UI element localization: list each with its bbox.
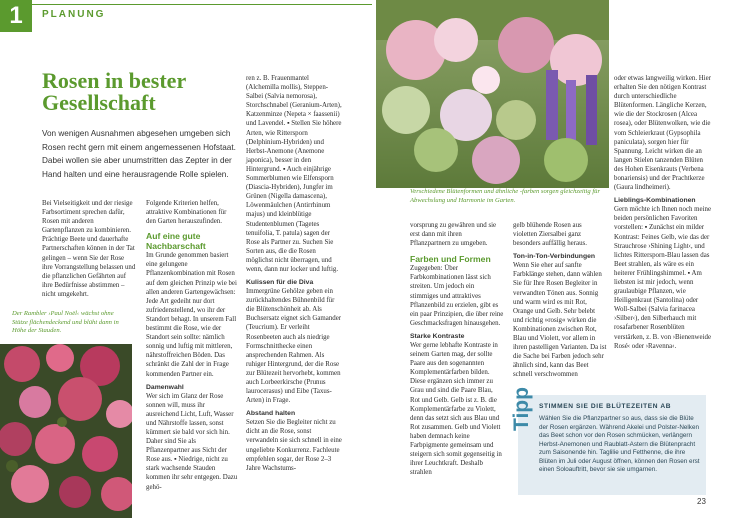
page-number: 23	[697, 497, 706, 506]
col3-text-1: ren z. B. Frauenmantel (Alchemilla mollis), Steppen-Salbei (Salvia nemorosa), Storchschnabel (Geranium-Arten), Katzenminze (Nepeta × faassenii) und Lavendel. ▪ Stellen Sie höhere Arten, wie Rittersporn (Delphinium-Hybriden) und Herbst-Anemone (Anemone japonica), besser in den Hintergrund. ▪ Auch einjährige Sommerblumen wie Elfensporn (Diascia-Hybriden), Jungfer im Grünen (Nigella damascena), Löwenmäulchen (Antirrhinum majus) und kleinblütige Studentenblumen (Tagetes tenuifolia, T. patula) sagen der Rose als Partner zu. Suchen Sie Sorten aus, die die Rosen möglichst nicht überragen, und wenn, dann nur locker und luftig.	[246, 75, 342, 273]
col5-text-1: gelb blühende Rosen aus violetten Ziersalbei ganz besonders auffällig heraus.	[513, 222, 587, 248]
tip-heading: STIMMEN SIE DIE BLÜTEZEITEN AB	[539, 403, 672, 410]
lead-paragraph: Von wenigen Ausnahmen abgesehen umgeben sich Rosen recht gern mit einem angemessenen Hofstaat. Dabei wollen sie aber unumstritten das Zepter in der Hand halten und eine herausragende Rolle spielen.	[42, 129, 236, 179]
body-column-5	[513, 221, 607, 380]
tip-text: Wählen Sie die Pflanzpartner so aus, dass sie die Blüte der Rosen ergänzen. Während Akelei und Polster-Nelken das Beet schon vor den Rosen schmücken, verlängern Herbst-Anemonen und Raublatt-Astern die Blütenpracht zum Saisonende hin. Taglilie und Fetthenne, die ihre Blüten im Juli oder August öffnen, können den Rosen erst einen Soloauftritt, bevor sie sie umgarnen.	[539, 415, 700, 473]
heading-lieblings-kombinationen: Lieblings-Kombinationen	[614, 197, 696, 205]
heading-farben-formen: Farben und Formen	[410, 254, 491, 265]
col4-text-1: vorsprung zu gewähren und sie erst dann mit ihren Pflanzpartnern zu umgeben.	[410, 222, 497, 248]
col6-text-2: Gern möchte ich Ihnen noch meine beiden persönlichen Favoriten vorstellen: ▪ Zunächst ein milder Kontrast: Feines Gelb, wie das der Strauchrose ›Shining Light‹, und lichtes Rittersporn-Blau lassen das Beet strahlen, als wäre es ein heiterer Frühlingshimmel. ▪ Am liebsten ist mir jedoch, wenn graulaubige Pflanzen, wie Heiligenkraut (Santolina) oder Woll-Salbei (Salvia farinacea ›Silber‹), den Silberhauch mit rosafarbener Rosenblüten verstärken, z. B. von ›Bienenweide Rosé‹ oder ›Ravenna‹.	[614, 206, 712, 350]
garden-photo-right	[376, 0, 609, 188]
chapter-number-badge: 1	[0, 0, 32, 32]
heading-starke-kontraste: Starke Kontraste	[410, 332, 465, 340]
heading-nachbarschaft: Auf eine gute Nachbarschaft	[146, 231, 206, 252]
col3-text-3: Setzen Sie die Begleiter nicht zu dicht an die Rose, sonst verwandeln sie sich schnell in eine ungeliebte Konkurrenz. Fachleute empfehlen sogar, der Rose 2–3 Jahre Wachstums-	[246, 419, 342, 472]
heading-abstand: Abstand halten	[246, 410, 296, 418]
body-column-2	[146, 199, 238, 492]
caption-right: Verschiedene Blütenformen und ähnliche -farben sorgen gleichzeitig für Abwechslung und Harmonie im Garten.	[410, 188, 601, 204]
col3-text-2: Immergrüne Gehölze geben ein zurückhaltendes Bühnenbild für die Blütenschönheit ab. Als Buchsersatz eignet sich Gamander (Teucrium). Er verleiht Rosenbeeten auch als niedrige Formschnitthecke einen ansprechenden Rahmen. Als ruhiger Hintergrund, der die Rose zur Blütezeit hervorhebt, kommen auch Lorbeerkirsche (Prunus laurocerasus) und Eibe (Taxus-Arten) in Frage.	[246, 288, 342, 405]
heading-ton-in-ton: Ton-in-Ton-Verbindungen	[513, 253, 596, 261]
rose-photo-left	[0, 344, 132, 518]
heading-damenwahl: Damenwahl	[146, 383, 184, 391]
col2-intro: Folgende Kriterien helfen, attraktive Kombinationen für den Garten herauszufinden.	[146, 200, 227, 226]
col4-text-3: Wer gerne lebhafte Kontraste in seinem Garten mag, der sollte Paare aus den sogenannten Komplementärfarben bilden. Diese ergänzen sich immer zu Grau und sind die Paare Blau, Rot und Gelb. Gelb ist z. B. die Komplementärfarbe zu Violett, denn das setzt sich aus Blau und Rot zusammen. Gelb und Violett haben demnach keine Farbpigmente gemeinsam und steigern sich somit gegenseitig in ihrer Leuchtkraft. Deshalb strahlen	[410, 341, 502, 477]
col4-text-2: Zugegeben: Über Farbkombinationen lässt sich streiten. Um jedoch ein stimmiges und attraktives Pflanzenbild zu erzielen, gibt es ein paar Prinzipien, die über reine Geschmacksfragen hinausgehen.	[410, 265, 504, 327]
col2-text-1: Im Grunde genommen basiert eine gelungene Pflanzenkombination mit Rosen auf dem gleichen Prinzip wie bei allen anderen Gartengewächsen: Jede Art gedeiht nur dort zufriedenstellend, wo ihr der Standort behagt. In unserem Fall bestimmt die Rose, wie der Standort sein sollte: nämlich sonnig und luftig mit mittleren, nährstoffreichen Böden. Das schränkt die Zahl der in Frage kommenden Partner ein.	[146, 252, 237, 378]
col6-text-1: oder etwas langweilig wirken. Hier erhalten Sie den nötigen Kontrast durch unterschiedliche Blütenformen. Längliche Kerzen, wie die der Stockrosen (Alcea rosea), oder Blütenwolken, wie die vom Schleierkraut (Gypsophila paniculata), sorgen hier für Spannung. Leicht wirken die an langen Stielen tanzenden Blüten des Hohen Eisenkrauts (Verbena bonariensis) und der Prachtkerze (Gaura lindheimeri).	[614, 75, 712, 192]
page-title: Rosen in bester Gesellschaft	[42, 68, 186, 115]
body-column-1	[42, 199, 136, 299]
tip-label: Tipp	[510, 387, 533, 431]
chapter-label: PLANUNG	[42, 9, 106, 20]
body-column-4	[410, 221, 504, 477]
col2-text-2: Wer sich im Glanz der Rose sonnen will, muss ihr ausreichend Licht, Luft, Wasser und Nährstoffe lassen, sonst kümmert sie bald vor sich hin. Daher sind Sie als Pflanzenpartner aus Sicht der Rose aus. ▪ Niedrige, nicht zu stark wachsende Stauden kommen ihr sehr entgegen. Dazu gehö-	[146, 392, 238, 491]
col1-text: Bei Vielseitigkeit und der riesige Farbsortiment sprechen dafür, Rosen mit anderen Gartenpflanzen zu kombinieren. Prächtige Beete und dauerhafte Partnerschaften können in der Tat gelingen – wenn Sie der Rose ihre Vorrangstellung belassen und die pflanzlichen Gefährten auf ihre Bedürfnisse abstimmen – nicht umgekehrt.	[42, 200, 136, 298]
header-rule	[32, 4, 372, 5]
col5-text-2: Wenn Sie eher auf sanfte Farbklänge stehen, dann wählen Sie für Ihre Rosen Begleiter in verwandten Tönen aus. Sonnig und warm wird es mit Rot, Orange und Gelb. Sehr belebt und richtig »rosig« wirken die Kombinationen zwischen Rot, Blau und Violett, vor allem in ihren pastelligen Varianten. Da ist die Sache bei Farben jedoch sehr ähnlich sind, kann das Beet schnell verschwommen	[513, 262, 607, 379]
body-column-6	[614, 74, 712, 351]
heading-kulissen: Kulissen für die Diva	[246, 279, 314, 287]
body-column-3	[246, 74, 342, 473]
caption-left: Der Rambler ›Paul Noël‹ wächst ohne Stütze flächendeckend und blüht dann in Höhe der Stauden.	[12, 310, 119, 335]
